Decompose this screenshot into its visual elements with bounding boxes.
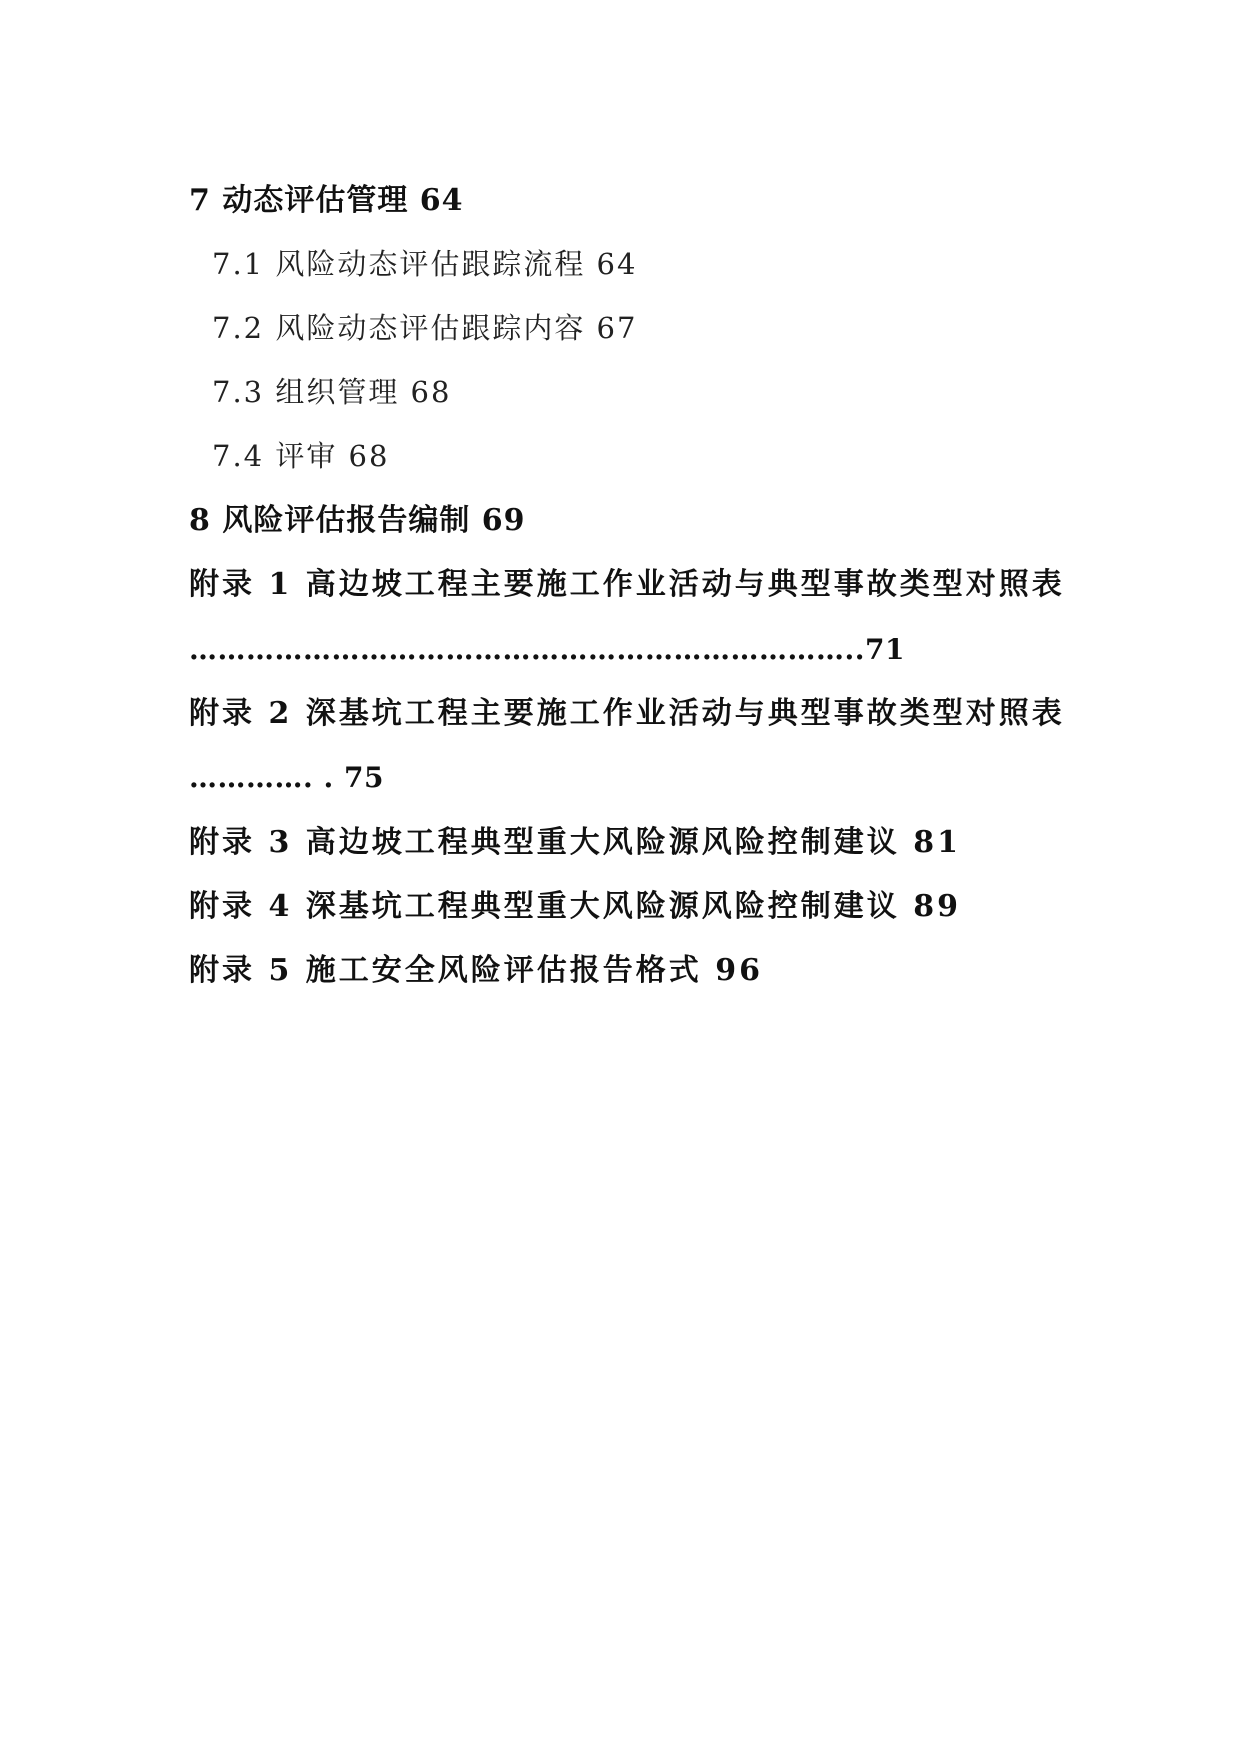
toc-entry-appendix-4[interactable]: 附录 4 深基坑工程典型重大风险源风险控制建议 89 [189, 889, 961, 924]
toc-entry-section-7-3[interactable]: 7.3 组织管理 68 [212, 375, 452, 409]
toc-entry-appendix-1-leader: ……………………………………………………………..71 [189, 633, 905, 666]
toc-entry-appendix-5[interactable]: 附录 5 施工安全风险评估报告格式 96 [189, 953, 763, 988]
toc-entry-section-7-2[interactable]: 7.2 风险动态评估跟踪内容 67 [212, 311, 638, 345]
toc-entry-appendix-3[interactable]: 附录 3 高边坡工程典型重大风险源风险控制建议 81 [189, 825, 961, 860]
toc-entry-section-7-4[interactable]: 7.4 评审 68 [212, 439, 390, 473]
toc-entry-chapter-8[interactable]: 8 风险评估报告编制 69 [189, 503, 526, 538]
toc-entry-appendix-1-title[interactable]: 附录 1 高边坡工程主要施工作业活动与典型事故类型对照表 [189, 567, 1065, 602]
toc-entry-appendix-2-title[interactable]: 附录 2 深基坑工程主要施工作业活动与典型事故类型对照表 [189, 696, 1065, 731]
toc-entry-section-7-1[interactable]: 7.1 风险动态评估跟踪流程 64 [212, 247, 638, 281]
toc-entry-appendix-2-leader: …………. . 75 [189, 761, 384, 794]
toc-entry-chapter-7[interactable]: 7 动态评估管理 64 [189, 183, 464, 218]
